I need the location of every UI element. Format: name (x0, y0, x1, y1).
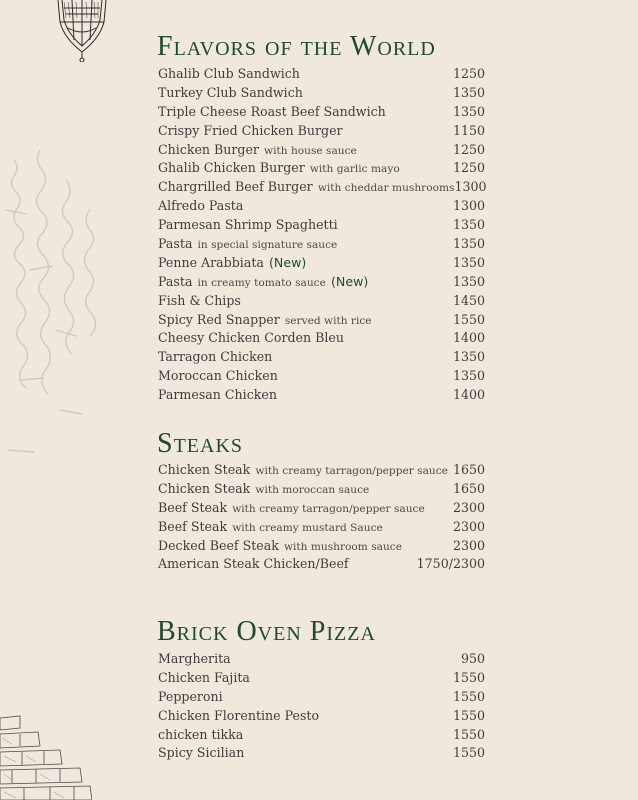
menu-item (158, 158, 485, 177)
item-name: Ghalib Club Sandwich (158, 66, 300, 81)
item-label (158, 554, 349, 574)
item-name: American Steak Chicken/Beef (158, 556, 349, 572)
menu-item (158, 196, 485, 215)
menu-item (158, 517, 485, 536)
item-label (158, 460, 448, 481)
section-title-pizza: Brick Oven Pizza (157, 616, 376, 647)
menu-item (158, 121, 485, 140)
item-label (158, 743, 244, 763)
item-price: 1750/2300 (416, 556, 485, 572)
item-name: Decked Beef Steak (158, 537, 279, 553)
menu-item (158, 83, 485, 102)
item-price: 1550 (452, 707, 485, 723)
item-label (158, 310, 372, 331)
item-label (158, 479, 369, 500)
item-description: with moroccan sauce (255, 483, 370, 496)
item-label (158, 347, 272, 367)
item-name: Chicken Florentine Pesto (158, 707, 320, 723)
item-price: 1400 (452, 330, 485, 346)
item-name: Beef Steak (158, 499, 228, 515)
item-label (158, 687, 223, 707)
menu-item (158, 479, 485, 498)
item-description: with house sauce (264, 144, 357, 157)
menu-item (158, 310, 485, 329)
menu-item (158, 177, 485, 196)
item-price: 1350 (452, 103, 485, 119)
menu-list-flavors (158, 64, 485, 404)
item-price: 1550 (452, 726, 485, 742)
item-description: in special signature sauce (197, 239, 338, 252)
calligraphy-watermark (0, 150, 110, 490)
item-label (158, 196, 243, 216)
item-description: with creamy tarragon/pepper sauce (232, 502, 425, 515)
item-name: Parmesan Chicken (158, 387, 277, 403)
item-label (158, 158, 400, 179)
item-label (158, 177, 454, 198)
item-price: 1550 (452, 745, 485, 761)
item-price: 1250 (452, 160, 485, 176)
item-name: Alfredo Pasta (158, 198, 244, 214)
item-price: 1350 (452, 273, 485, 289)
item-label (158, 366, 278, 386)
menu-item (158, 366, 485, 385)
item-description: with garlic mayo (309, 163, 400, 176)
new-badge: (New) (268, 254, 307, 270)
item-price: 1550 (452, 311, 485, 327)
menu-item (158, 498, 485, 517)
item-label (158, 328, 344, 348)
item-name: Chicken Steak (158, 462, 251, 477)
section-title-steaks: Steaks (157, 428, 244, 459)
menu-item (158, 668, 485, 687)
item-price: 1550 (452, 669, 485, 685)
item-price: 1450 (452, 292, 485, 308)
item-name: Turkey Club Sandwich (158, 84, 303, 100)
menu-item (158, 706, 485, 725)
item-price: 1350 (452, 84, 485, 100)
item-price: 1650 (452, 462, 485, 477)
item-price: 2300 (452, 499, 485, 515)
item-label (158, 291, 241, 311)
item-price: 1250 (452, 66, 485, 81)
item-name: Fish & Chips (158, 292, 241, 308)
item-label (158, 272, 368, 293)
item-label (158, 668, 250, 688)
menu-item (158, 536, 485, 555)
menu-item (158, 460, 485, 479)
item-description: with mushroom sauce (283, 540, 402, 553)
item-name: Crispy Fried Chicken Burger (158, 122, 343, 138)
item-description: with creamy tarragon/pepper sauce (255, 465, 448, 477)
new-badge: (New) (330, 273, 369, 289)
menu-item (158, 64, 485, 83)
menu-item (158, 215, 485, 234)
item-name: Chicken Fajita (158, 669, 250, 685)
item-description: with creamy mustard Sauce (232, 521, 383, 534)
menu-item (158, 140, 485, 159)
menu-item (158, 649, 485, 668)
item-label (158, 517, 383, 538)
item-name: Pasta (158, 273, 193, 289)
brick-wall-decoration (0, 712, 92, 800)
item-price: 1250 (452, 141, 485, 157)
menu-item (158, 743, 485, 762)
item-name: Triple Cheese Roast Beef Sandwich (158, 103, 386, 119)
item-price: 1300 (452, 198, 485, 214)
menu-item (158, 291, 485, 310)
item-price: 1300 (454, 179, 487, 195)
item-name: Ghalib Chicken Burger (158, 160, 305, 176)
menu-item (158, 687, 485, 706)
item-name: Chicken Steak (158, 480, 251, 496)
menu-item (158, 253, 485, 272)
item-label (158, 121, 343, 141)
section-title-flavors: Flavors of the World (157, 31, 436, 62)
item-price: 1350 (452, 217, 485, 233)
item-price: 1350 (452, 368, 485, 384)
item-price: 1350 (452, 236, 485, 252)
item-price: 1350 (452, 349, 485, 365)
item-name: Pepperoni (158, 688, 223, 704)
item-name: Beef Steak (158, 518, 228, 534)
item-description: served with rice (284, 314, 372, 327)
menu-item (158, 272, 485, 291)
menu-list-pizza (158, 649, 485, 762)
item-price: 2300 (452, 518, 485, 534)
item-price: 1650 (452, 480, 485, 496)
item-price: 1550 (452, 688, 485, 704)
menu-item (158, 234, 485, 253)
item-price: 1400 (452, 387, 485, 403)
item-description: with cheddar mushrooms (317, 182, 455, 195)
item-price: 2300 (452, 537, 485, 553)
lantern-icon (52, 0, 112, 62)
item-label (158, 215, 338, 235)
item-label (158, 83, 303, 103)
item-label (158, 102, 386, 122)
menu-item (158, 385, 485, 404)
item-price: 950 (460, 651, 485, 666)
item-label (158, 140, 357, 161)
item-label (158, 234, 337, 255)
item-name: Tarragon Chicken (158, 349, 273, 365)
item-name: chicken tikka (158, 726, 244, 742)
item-name: Spicy Red Snapper (158, 311, 280, 327)
item-label (158, 64, 300, 84)
menu-list-steaks (158, 460, 485, 573)
item-label (158, 725, 243, 745)
item-price: 1350 (452, 254, 485, 270)
item-price: 1150 (452, 122, 485, 138)
item-name: Chicken Burger (158, 141, 259, 157)
item-name: Spicy Sicilian (158, 745, 245, 761)
item-name: Margherita (158, 651, 231, 666)
item-label (158, 253, 306, 273)
item-name: Pasta (158, 236, 193, 252)
item-label (158, 498, 425, 519)
menu-item (158, 102, 485, 121)
menu-item (158, 347, 485, 366)
item-label (158, 385, 277, 405)
item-label (158, 536, 402, 557)
item-name: Chargrilled Beef Burger (158, 179, 313, 195)
item-name: Parmesan Shrimp Spaghetti (158, 217, 338, 233)
menu-item (158, 554, 485, 573)
menu-item (158, 725, 485, 744)
item-name: Cheesy Chicken Corden Bleu (158, 330, 344, 346)
item-name: Penne Arabbiata (158, 254, 264, 270)
item-label (158, 649, 231, 669)
item-label (158, 706, 319, 726)
item-description: in creamy tomato sauce (197, 276, 326, 289)
item-name: Moroccan Chicken (158, 368, 278, 384)
menu-item (158, 328, 485, 347)
